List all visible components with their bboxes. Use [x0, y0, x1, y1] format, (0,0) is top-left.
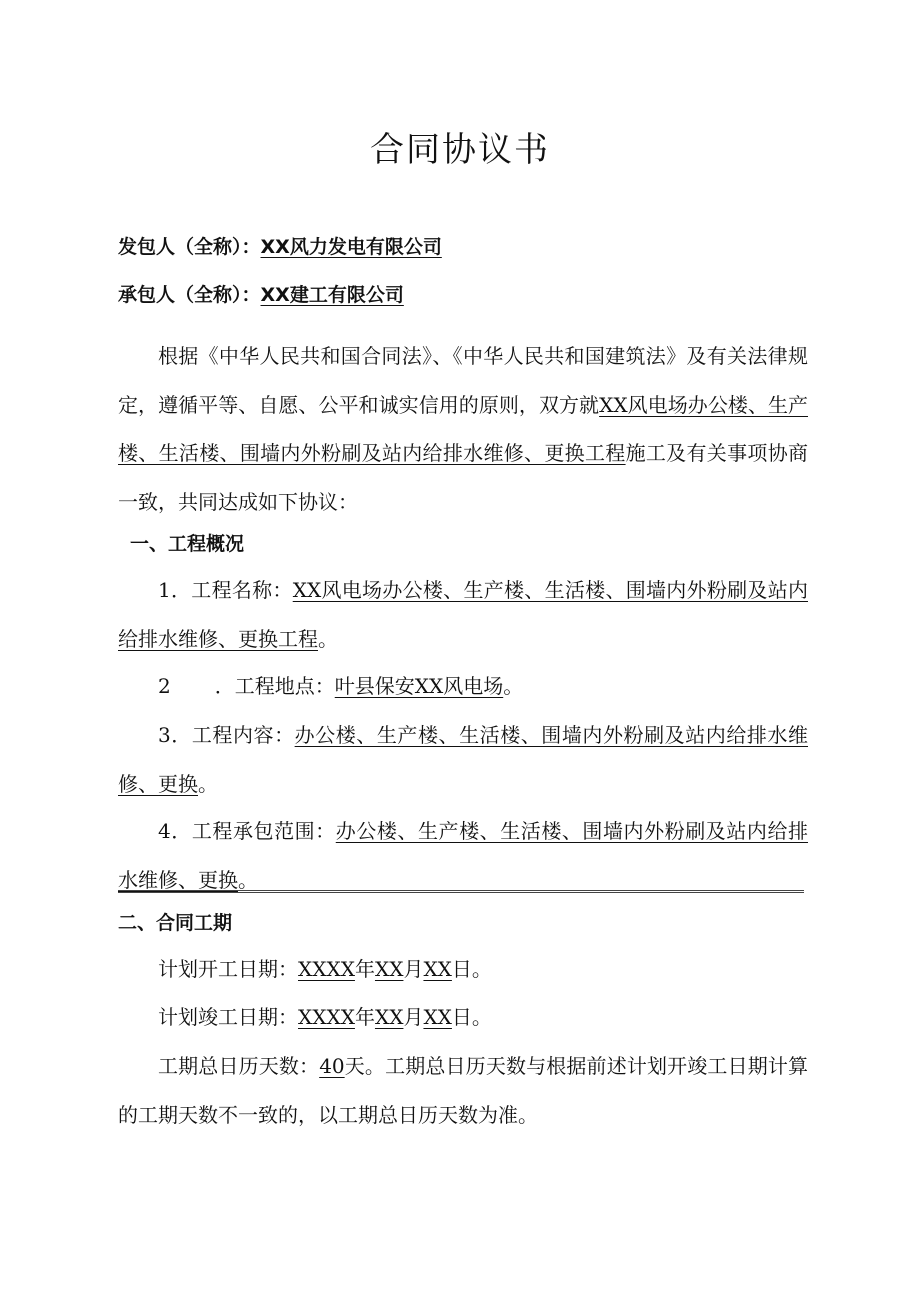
employer-label: 发包人（全称）： — [118, 236, 261, 258]
end-day: XX — [423, 1005, 452, 1029]
employer-line — [118, 234, 808, 260]
duration-value: 40 — [319, 1054, 345, 1078]
contractor-name: XX建工有限公司 — [260, 284, 404, 306]
start-label: 计划开工日期： — [158, 957, 298, 981]
item2-label: ．工程地点： — [214, 674, 335, 698]
start-day-char: 日。 — [451, 957, 492, 981]
item1-label: 1．工程名称： — [158, 578, 293, 602]
start-month-char: 月 — [403, 957, 424, 981]
intro-paragraph — [118, 332, 808, 526]
item3-end: 。 — [198, 771, 218, 796]
start-year: XXXX — [298, 957, 355, 981]
intro-text-2: 施工及有关事项协商一致，共同达成如下协议： — [118, 441, 809, 514]
item2-end: 。 — [503, 674, 524, 698]
section1-heading: 一、工程概况 — [130, 533, 245, 555]
item4-label: 4．工程承包范围： — [158, 819, 336, 843]
item4-value: 办公楼、生产楼、生活楼、围墙内外粉刷及站内给排水维修、更换 — [118, 819, 809, 892]
item1-end: 。 — [318, 626, 338, 651]
end-day-char: 日。 — [451, 1005, 492, 1029]
duration-paragraph — [118, 1042, 808, 1139]
item2-num: 2 — [158, 674, 171, 698]
end-month: XX — [374, 1005, 404, 1029]
item2-value: 叶县保安XX风电场 — [334, 674, 504, 698]
item2-paragraph — [118, 662, 808, 711]
start-day: XX — [423, 957, 452, 981]
employer-name: XX风力发电有限公司 — [260, 236, 442, 258]
item3-label: 3．工程内容： — [158, 723, 295, 747]
contractor-label: 承包人（全称）： — [118, 284, 261, 306]
page-title: 合同协议书 — [370, 130, 550, 170]
contractor-line — [118, 282, 808, 308]
item1-value: XX风电场办公楼、生产楼、生活楼、围墙内外粉刷及站内给排水维修、更换工程 — [118, 578, 808, 651]
start-month: XX — [374, 957, 404, 981]
section-divider — [118, 890, 804, 893]
start-date-line — [118, 945, 808, 994]
end-year-char: 年 — [354, 1005, 375, 1029]
start-year-char: 年 — [354, 957, 375, 981]
item3-value: 办公楼、生产楼、生活楼、围墙内外粉刷及站内给排水维修、更换 — [118, 723, 808, 796]
duration-label: 工期总日历天数： — [158, 1054, 320, 1078]
item4-end: 。 — [238, 867, 258, 892]
item3-paragraph — [118, 711, 808, 808]
end-year: XXXX — [298, 1005, 355, 1029]
item1-paragraph — [118, 566, 808, 663]
intro-project-name: XX风电场办公楼、生产楼、生活楼、围墙内外粉刷及站内给排水维修、更换工程 — [118, 392, 808, 466]
intro-text-1: 根据《中华人民共和国合同法》、《中华人民共和国建筑法》及有关法律规定，遵循平等、自愿、公平和诚实信用的原则，双方就 — [118, 344, 808, 417]
end-month-char: 月 — [403, 1005, 424, 1029]
section2-heading: 二、合同工期 — [118, 912, 233, 934]
end-label: 计划竣工日期： — [158, 1005, 298, 1029]
end-date-line — [118, 993, 808, 1042]
duration-text: 天。工期总日历天数与根据前述计划开竣工日期计算的工期天数不一致的，以工期总日历天数为准。 — [118, 1054, 809, 1127]
